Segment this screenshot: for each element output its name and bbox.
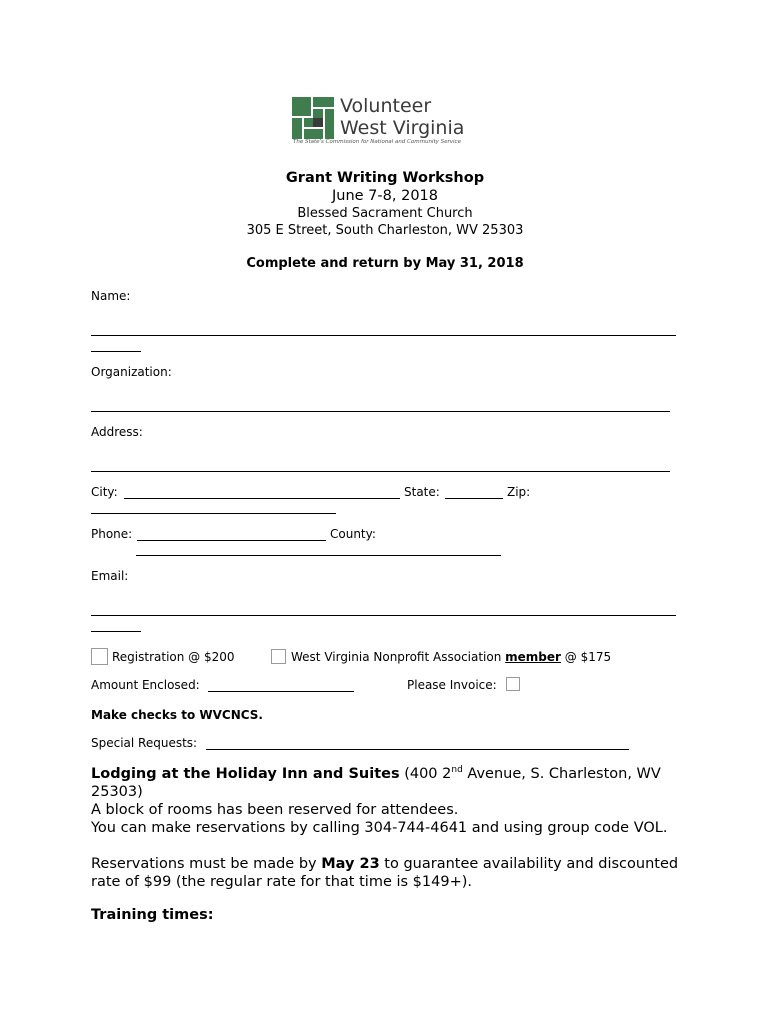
lodging-heading: Lodging at the Holiday Inn and Suites	[91, 766, 400, 782]
logo-name-line2: West Virginia	[340, 117, 465, 139]
member-suffix: @ $175	[560, 650, 612, 664]
organization-label: Organization:	[91, 365, 172, 379]
zip-label: Zip:	[507, 485, 531, 499]
logo-mark-icon	[292, 97, 334, 139]
deadline-post: to guarantee availability and discounted rate of $99 (the regular rate for that time is $149+).	[91, 856, 679, 890]
member-prefix: West Virginia Nonprofit Association	[291, 650, 506, 664]
deadline-pre: Reservations must be made by	[91, 856, 322, 872]
amount-field[interactable]	[208, 691, 354, 692]
name-field[interactable]	[91, 335, 676, 336]
member-option-label	[291, 650, 611, 664]
city-field[interactable]	[124, 498, 400, 499]
training-heading: Training times:	[91, 907, 214, 923]
organization-field[interactable]	[91, 411, 670, 412]
logo-tagline: The State's Commission for National and Community Service	[293, 139, 461, 145]
lodging-address-sup: nd	[451, 765, 463, 776]
lodging-heading-paragraph	[91, 765, 691, 801]
checks-note: Make checks to WVCNCS.	[91, 708, 263, 722]
email-field-continued[interactable]	[91, 631, 141, 632]
city-label: City:	[91, 485, 118, 499]
zip-field[interactable]	[91, 513, 336, 514]
county-label: County:	[330, 527, 376, 541]
event-venue: Blessed Sacrament Church	[297, 206, 473, 221]
amount-label: Amount Enclosed:	[91, 678, 200, 692]
volunteer-wv-logo	[290, 95, 490, 151]
special-requests-field[interactable]	[206, 749, 629, 750]
lodging-address-pre: (400 2	[399, 766, 452, 782]
event-address: 305 E Street, South Charleston, WV 25303	[246, 223, 524, 238]
lodging-block-note: A block of rooms has been reserved for attendees.	[91, 802, 459, 818]
return-deadline: Complete and return by May 31, 2018	[246, 256, 524, 271]
page-title: Grant Writing Workshop	[285, 170, 485, 186]
name-field-continued[interactable]	[91, 351, 141, 352]
registration-label: Registration @ $200	[112, 650, 235, 664]
member-checkbox[interactable]	[271, 649, 286, 664]
phone-field[interactable]	[137, 540, 326, 541]
logo-name-line1: Volunteer	[340, 95, 432, 117]
deadline-date: May 23	[321, 856, 380, 872]
email-field[interactable]	[91, 615, 676, 616]
phone-label: Phone:	[91, 527, 133, 541]
lodging-address-post: Avenue, S. Charleston, WV 25303)	[91, 766, 661, 800]
state-field[interactable]	[445, 498, 503, 499]
address-label: Address:	[91, 425, 143, 439]
lodging-deadline-note	[91, 855, 691, 891]
registration-checkbox[interactable]	[91, 648, 108, 665]
email-label: Email:	[91, 569, 129, 583]
name-label: Name:	[91, 289, 131, 303]
invoice-label: Please Invoice:	[407, 678, 497, 692]
lodging-reservation-note: You can make reservations by calling 304-744-4641 and using group code VOL.	[91, 820, 668, 836]
event-dates: June 7-8, 2018	[332, 188, 438, 204]
member-word: member	[505, 650, 561, 664]
special-requests-label: Special Requests:	[91, 736, 198, 750]
county-field[interactable]	[136, 555, 501, 556]
state-label: State:	[404, 485, 440, 499]
address-field[interactable]	[91, 471, 670, 472]
invoice-checkbox[interactable]	[506, 677, 520, 691]
